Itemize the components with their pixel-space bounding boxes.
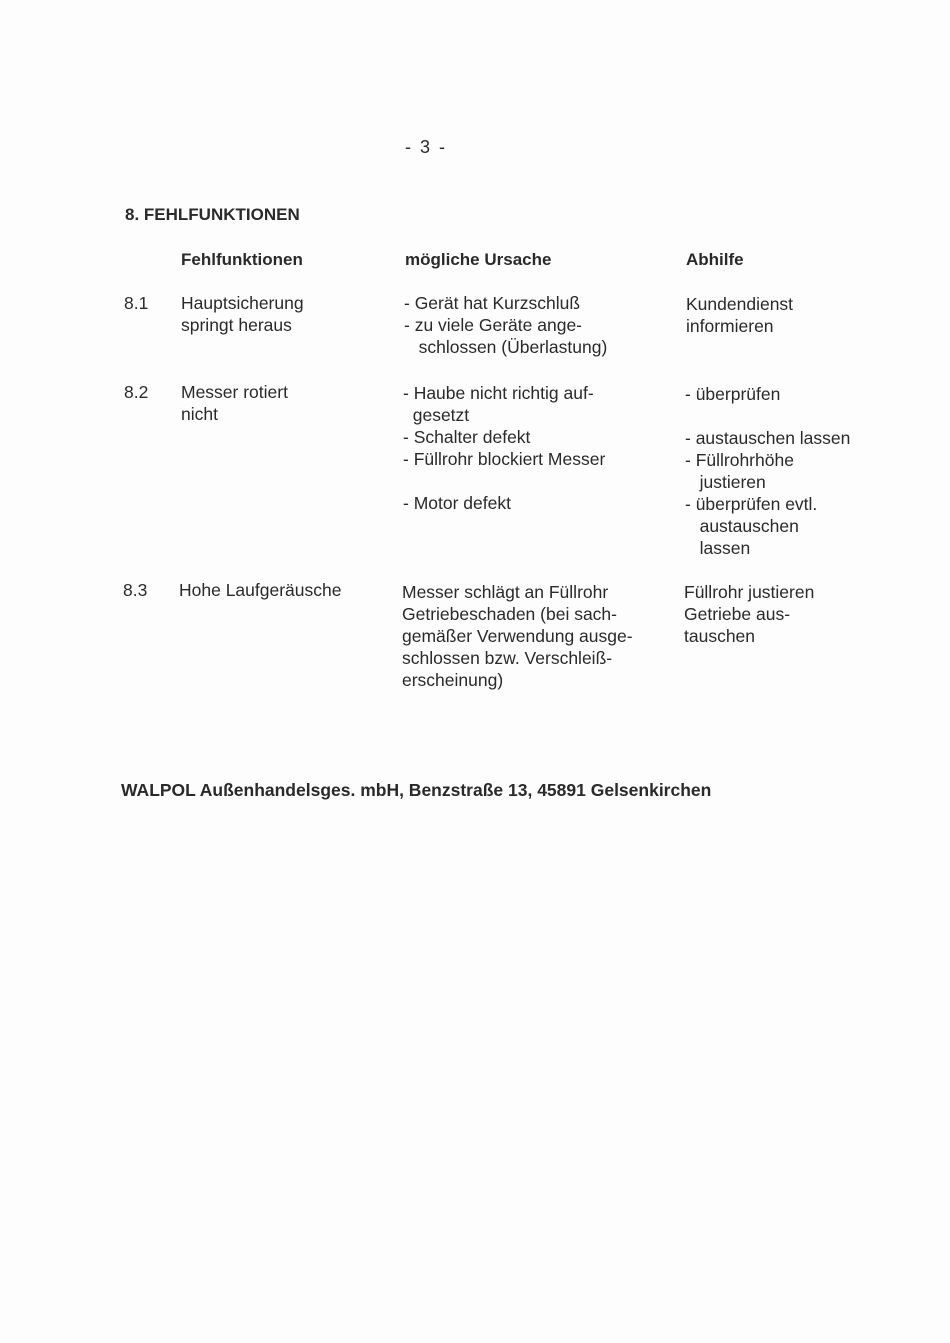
remedy-cell (684, 581, 814, 647)
row-number: 8.3 (123, 580, 148, 600)
column-header-cause: mögliche Ursache (405, 250, 552, 269)
cell-line: springt heraus (181, 315, 292, 335)
remedy-cell (685, 383, 850, 559)
cell-line (403, 470, 605, 492)
cell-line: - Füllrohr blockiert Messer (403, 449, 606, 469)
cell-line: Getriebeschaden (bei sach- (402, 604, 617, 624)
row-number: 8.2 (124, 382, 149, 402)
page-number: - 3 - (405, 137, 448, 157)
cause-cell (402, 581, 633, 691)
cell-line: Messer schlägt an Füllrohr (402, 582, 609, 602)
cell-line: Hauptsicherung (181, 293, 304, 313)
cell-line: erscheinung) (402, 670, 504, 690)
cell-line: informieren (686, 316, 774, 336)
cell-line: austauschen (685, 516, 799, 536)
remedy-cell (686, 293, 793, 337)
cell-line: - überprüfen evtl. (685, 494, 818, 514)
cell-line: - überprüfen (685, 384, 781, 404)
cell-line: nicht (181, 404, 218, 424)
cell-line: schlossen (Überlastung) (404, 337, 608, 357)
footer-address: WALPOL Außenhandelsges. mbH, Benzstraße 13, 45891 Gelsenkirchen (121, 780, 712, 800)
cell-line: gesetzt (403, 405, 470, 425)
cell-line: tauschen (684, 626, 756, 646)
fault-cell (181, 292, 304, 336)
cell-line: - Schalter defekt (403, 427, 531, 447)
column-header-remedy: Abhilfe (686, 250, 744, 269)
cell-line: Kundendienst (686, 294, 794, 314)
cell-line: schlossen bzw. Verschleiß- (402, 648, 613, 668)
cell-line (685, 405, 850, 427)
cell-line: - Motor defekt (403, 493, 511, 513)
cell-line: Messer rotiert (181, 382, 288, 402)
cell-line: - Füllrohrhöhe (685, 450, 794, 470)
cause-cell (403, 382, 605, 514)
fault-cell (181, 381, 288, 425)
cell-line: - Gerät hat Kurzschluß (404, 293, 581, 313)
cell-line: - austauschen lassen (685, 428, 851, 448)
cell-line: justieren (685, 472, 766, 492)
cell-line: Füllrohr justieren (684, 582, 815, 602)
fault-cell (179, 579, 341, 601)
column-header-fault: Fehlfunktionen (181, 250, 303, 269)
row-number: 8.1 (124, 293, 149, 313)
cell-line: - zu viele Geräte ange- (404, 315, 583, 335)
cause-cell (404, 292, 607, 358)
cell-line: - Haube nicht richtig auf- (403, 383, 594, 403)
cell-line: gemäßer Verwendung ausge- (402, 626, 633, 646)
cell-line: lassen (685, 538, 751, 558)
cell-line: Hohe Laufgeräusche (179, 580, 342, 600)
section-title: 8. FEHLFUNKTIONEN (125, 205, 300, 224)
cell-line: Getriebe aus- (684, 604, 791, 624)
